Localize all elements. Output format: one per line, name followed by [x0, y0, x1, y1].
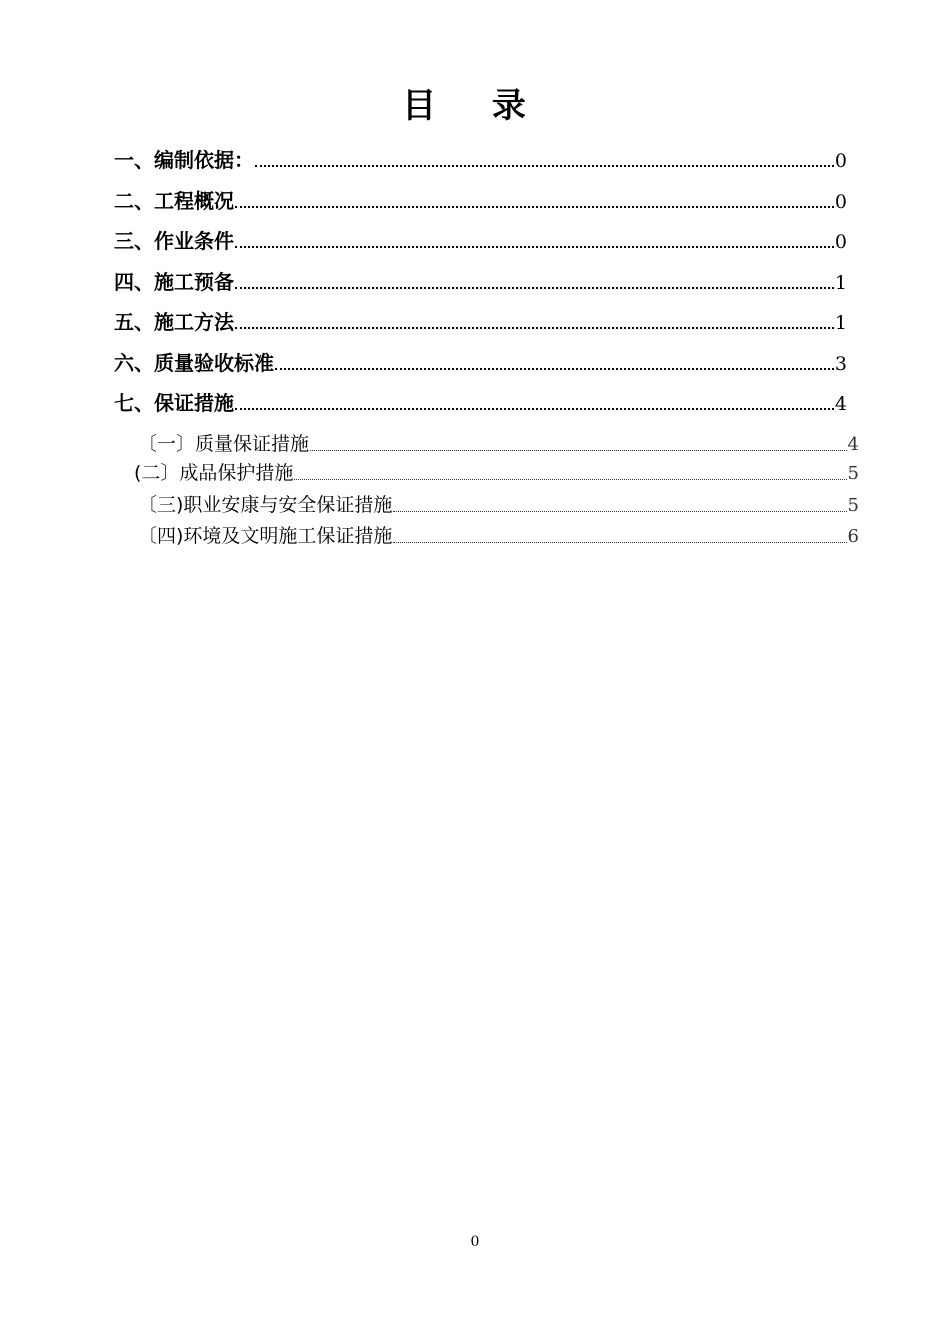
toc-entry-label: 六、质量验收标准 [114, 351, 274, 375]
dot-leader [310, 450, 847, 451]
toc-entry-page: 0 [834, 231, 847, 253]
toc-entry-1[interactable] [114, 145, 847, 175]
toc-entry-3[interactable] [114, 226, 847, 256]
toc-entry-label: 五、施工方法 [114, 310, 234, 334]
toc-entry-label: 二、工程概况 [114, 189, 234, 213]
page-number: 0 [470, 1234, 480, 1250]
dot-leader [235, 287, 834, 289]
toc-entry-6[interactable] [114, 348, 847, 378]
dot-leader [235, 206, 834, 208]
toc-entry-label: 一、编制依据： [114, 148, 254, 172]
toc-subentry-1[interactable] [138, 430, 859, 458]
toc-entry-2[interactable] [114, 186, 847, 216]
dot-leader [235, 408, 834, 410]
toc-subentry-3[interactable] [138, 491, 859, 519]
dot-leader [255, 165, 834, 167]
toc-entry-page: 5 [847, 463, 859, 484]
dot-leader [235, 327, 834, 329]
dot-leader [393, 511, 846, 512]
toc-entry-page: 3 [834, 353, 847, 375]
toc-entry-label: 〔四)环境及文明施工保证措施 [138, 525, 393, 547]
toc-entry-label: 〔一〕质量保证措施 [138, 433, 310, 455]
toc-entry-label: 三、作业条件 [114, 229, 234, 253]
toc-subentry-4[interactable] [138, 522, 859, 550]
toc-entry-page: 5 [847, 495, 859, 516]
toc-entry-page: 1 [834, 272, 847, 294]
toc-entry-label: 〔三)职业安康与安全保证措施 [138, 494, 393, 516]
toc-title: 目 录 [402, 86, 548, 126]
toc-entry-7[interactable] [114, 388, 847, 418]
toc-entry-label: 四、施工预备 [114, 270, 234, 294]
toc-entry-page: 0 [834, 150, 847, 172]
toc-entry-5[interactable] [114, 307, 847, 337]
toc-entry-page: 4 [834, 393, 847, 415]
dot-leader [294, 479, 846, 480]
dot-leader [235, 246, 834, 248]
dot-leader [275, 368, 834, 370]
toc-entry-page: 4 [847, 434, 859, 455]
toc-entry-page: 0 [834, 191, 847, 213]
toc-subentry-2[interactable] [134, 459, 859, 487]
toc-entry-4[interactable] [114, 267, 847, 297]
toc-entry-page: 6 [847, 526, 859, 547]
toc-entry-label: (二〕成品保护措施 [134, 462, 294, 484]
dot-leader [393, 542, 846, 543]
toc-entry-label: 七、保证措施 [114, 391, 234, 415]
toc-entry-page: 1 [834, 312, 847, 334]
